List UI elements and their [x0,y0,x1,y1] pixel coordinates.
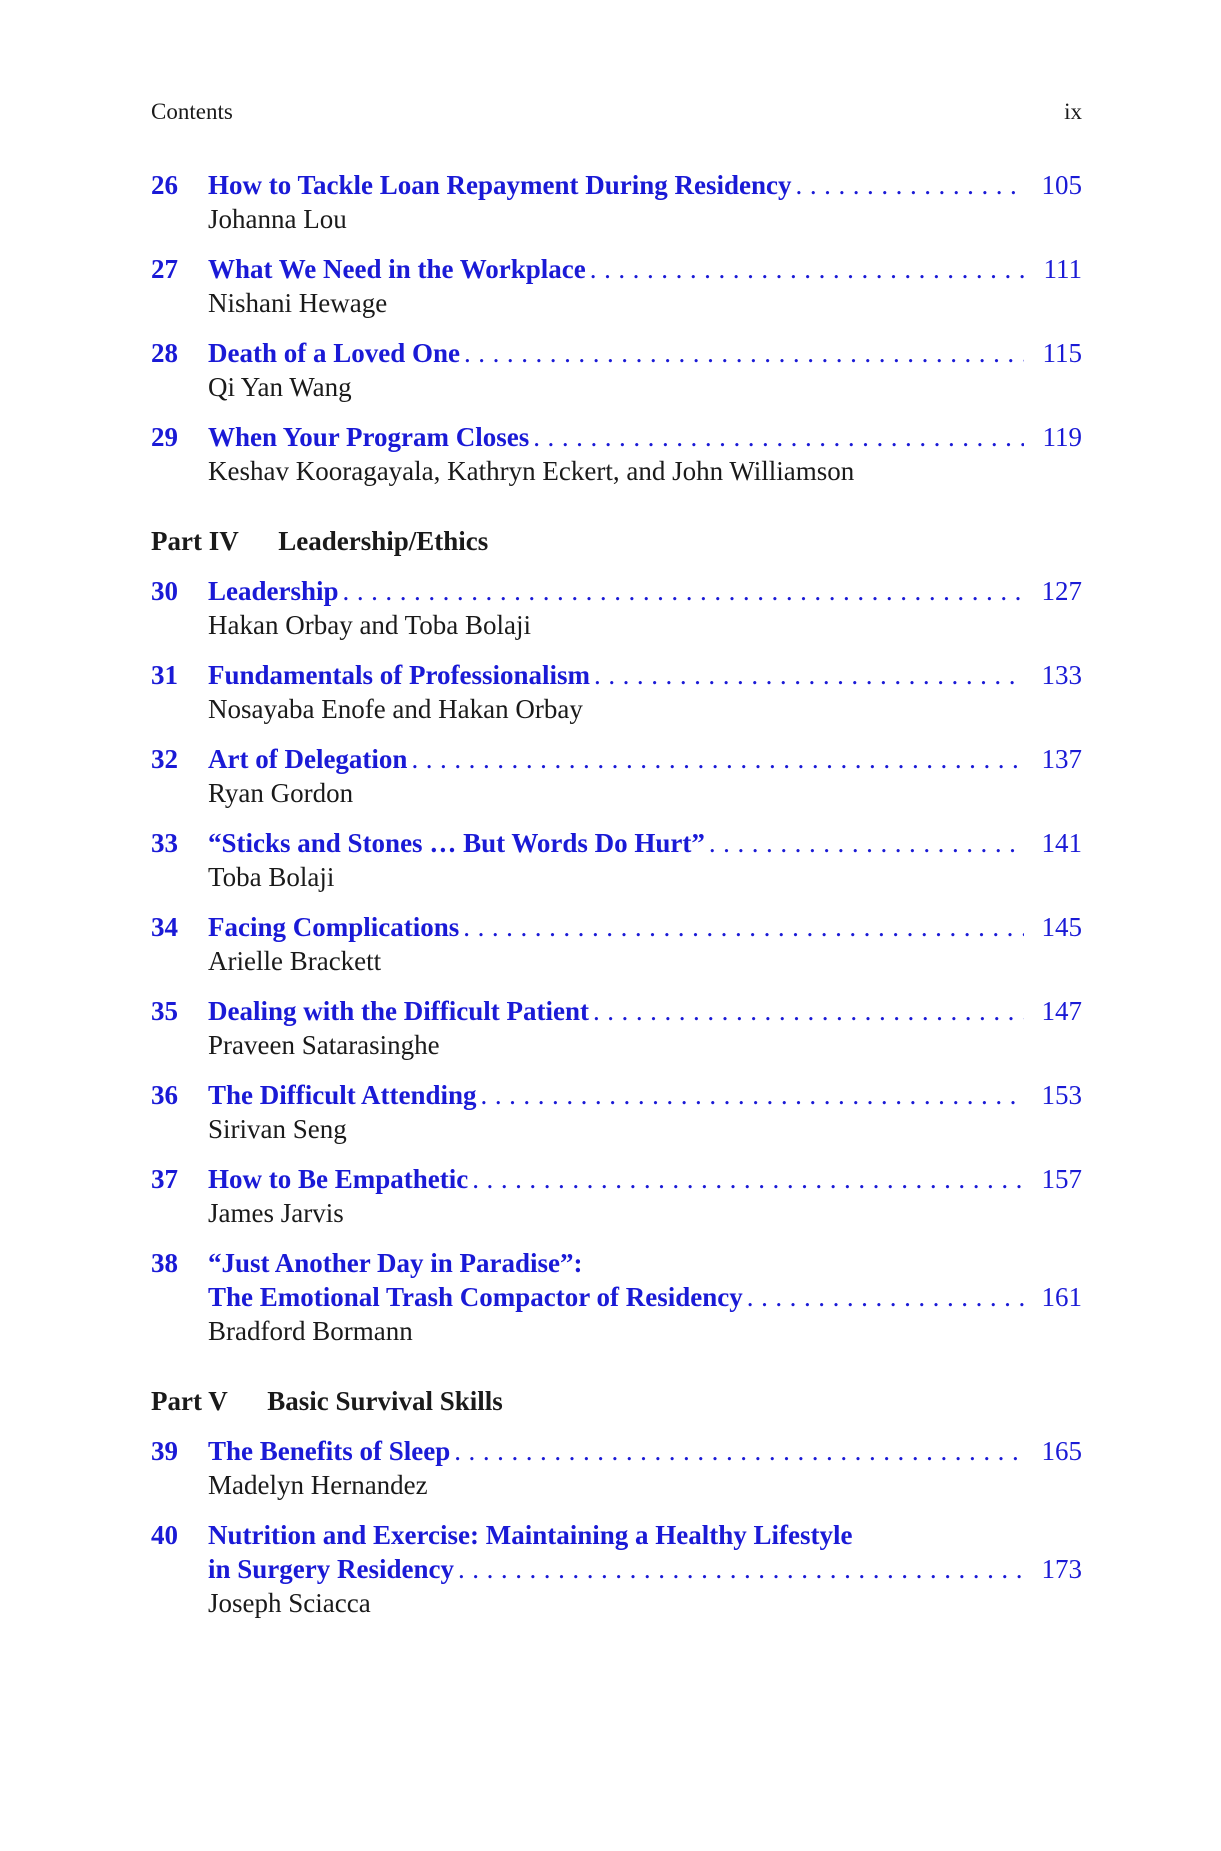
header-section-title: Contents [151,99,233,124]
toc-entry-36 [151,1078,1082,1146]
dot-leader [709,826,1024,860]
chapter-author: Sirivan Seng [208,1114,347,1144]
chapter-title-link[interactable]: How to Be Empathetic [208,1164,469,1194]
toc-entry-30 [151,574,1082,642]
chapter-author: Hakan Orbay and Toba Bolaji [208,610,532,640]
toc-entry-33 [151,826,1082,894]
chapter-page-link[interactable]: 105 [1041,170,1082,200]
toc-entry-34 [151,910,1082,978]
dot-leader [411,742,1024,776]
dot-leader [593,994,1024,1028]
chapter-author: Bradford Bormann [208,1316,413,1346]
chapter-number: 33 [151,828,178,858]
chapter-page-link[interactable]: 115 [1042,338,1082,368]
chapter-page-link[interactable]: 119 [1042,422,1082,452]
chapter-author: Nosayaba Enofe and Hakan Orbay [208,694,583,724]
chapter-page-link[interactable]: 127 [1041,576,1082,606]
chapter-number: 28 [151,338,178,368]
part-heading-iv [151,524,488,558]
toc-entry-40 [151,1518,1082,1620]
chapter-number: 31 [151,660,178,690]
dot-leader [590,252,1024,286]
chapter-page-link[interactable]: 137 [1041,744,1082,774]
dot-leader [464,336,1024,370]
chapter-title-link[interactable]: Art of Delegation [208,744,408,774]
dot-leader [747,1280,1024,1314]
chapter-title-link-continued[interactable]: The Emotional Trash Compactor of Residency [208,1282,743,1312]
chapter-number: 39 [151,1436,178,1466]
running-header [151,97,1082,127]
chapter-title-link[interactable]: The Benefits of Sleep [208,1436,451,1466]
chapter-page-link[interactable]: 111 [1043,254,1082,284]
chapter-title-link[interactable]: What We Need in the Workplace [208,254,586,284]
part-label: Part IV [151,526,239,556]
chapter-title-link-continued[interactable]: in Surgery Residency [208,1554,454,1584]
chapter-number: 26 [151,170,178,200]
part-title: Leadership/Ethics [278,526,489,556]
chapter-author: Johanna Lou [208,204,347,234]
chapter-number: 35 [151,996,178,1026]
chapter-number: 38 [151,1248,178,1278]
toc-entry-32 [151,742,1082,810]
dot-leader [463,910,1024,944]
chapter-title-link[interactable]: Dealing with the Difficult Patient [208,996,589,1026]
chapter-page-link[interactable]: 165 [1041,1436,1082,1466]
chapter-number: 36 [151,1080,178,1110]
chapter-page-link[interactable]: 173 [1041,1554,1082,1584]
toc-entry-37 [151,1162,1082,1230]
chapter-page-link[interactable]: 161 [1041,1282,1082,1312]
toc-entry-26 [151,168,1082,236]
chapter-number: 32 [151,744,178,774]
chapter-title-link[interactable]: Death of a Loved One [208,338,460,368]
chapter-author: Madelyn Hernandez [208,1470,428,1500]
chapter-author: Joseph Sciacca [208,1588,371,1618]
chapter-number: 29 [151,422,178,452]
part-heading-v [151,1384,503,1418]
chapter-title-link[interactable]: Facing Complications [208,912,460,942]
chapter-number: 27 [151,254,178,284]
dot-leader [458,1552,1024,1586]
chapter-page-link[interactable]: 133 [1041,660,1082,690]
dot-leader [796,168,1024,202]
toc-entry-39 [151,1434,1082,1502]
dot-leader [343,574,1024,608]
chapter-page-link[interactable]: 153 [1041,1080,1082,1110]
chapter-title-link[interactable]: Nutrition and Exercise: Maintaining a Healthy Lifestyle [208,1520,853,1550]
chapter-author: Ryan Gordon [208,778,354,808]
header-page-number: ix [1064,99,1082,124]
toc-entry-38 [151,1246,1082,1348]
toc-entry-35 [151,994,1082,1062]
toc-entry-27 [151,252,1082,320]
chapter-page-link[interactable]: 147 [1041,996,1082,1026]
chapter-author: Arielle Brackett [208,946,382,976]
toc-entry-31 [151,658,1082,726]
chapter-title-link[interactable]: “Sticks and Stones … But Words Do Hurt” [208,828,705,858]
chapter-title-link[interactable]: Leadership [208,576,339,606]
chapter-author: Keshav Kooragayala, Kathryn Eckert, and John Williamson [208,456,855,486]
chapter-number: 40 [151,1520,178,1550]
dot-leader [533,420,1024,454]
toc-entry-29 [151,420,1082,488]
chapter-author: Toba Bolaji [208,862,335,892]
chapter-author: Praveen Satarasinghe [208,1030,440,1060]
chapter-title-link[interactable]: When Your Program Closes [208,422,530,452]
chapter-title-link[interactable]: “Just Another Day in Paradise”: [208,1248,583,1278]
chapter-title-link[interactable]: The Difficult Attending [208,1080,477,1110]
chapter-author: Qi Yan Wang [208,372,352,402]
chapter-number: 37 [151,1164,178,1194]
chapter-number: 30 [151,576,178,606]
dot-leader [454,1434,1024,1468]
chapter-author: Nishani Hewage [208,288,388,318]
toc-entry-28 [151,336,1082,404]
dot-leader [472,1162,1024,1196]
part-label: Part V [151,1386,228,1416]
chapter-page-link[interactable]: 141 [1041,828,1082,858]
part-title: Basic Survival Skills [267,1386,503,1416]
chapter-author: James Jarvis [208,1198,344,1228]
chapter-page-link[interactable]: 145 [1041,912,1082,942]
chapter-title-link[interactable]: Fundamentals of Professionalism [208,660,591,690]
chapter-page-link[interactable]: 157 [1041,1164,1082,1194]
dot-leader [594,658,1024,692]
chapter-title-link[interactable]: How to Tackle Loan Repayment During Residency [208,170,792,200]
chapter-number: 34 [151,912,178,942]
dot-leader [481,1078,1024,1112]
